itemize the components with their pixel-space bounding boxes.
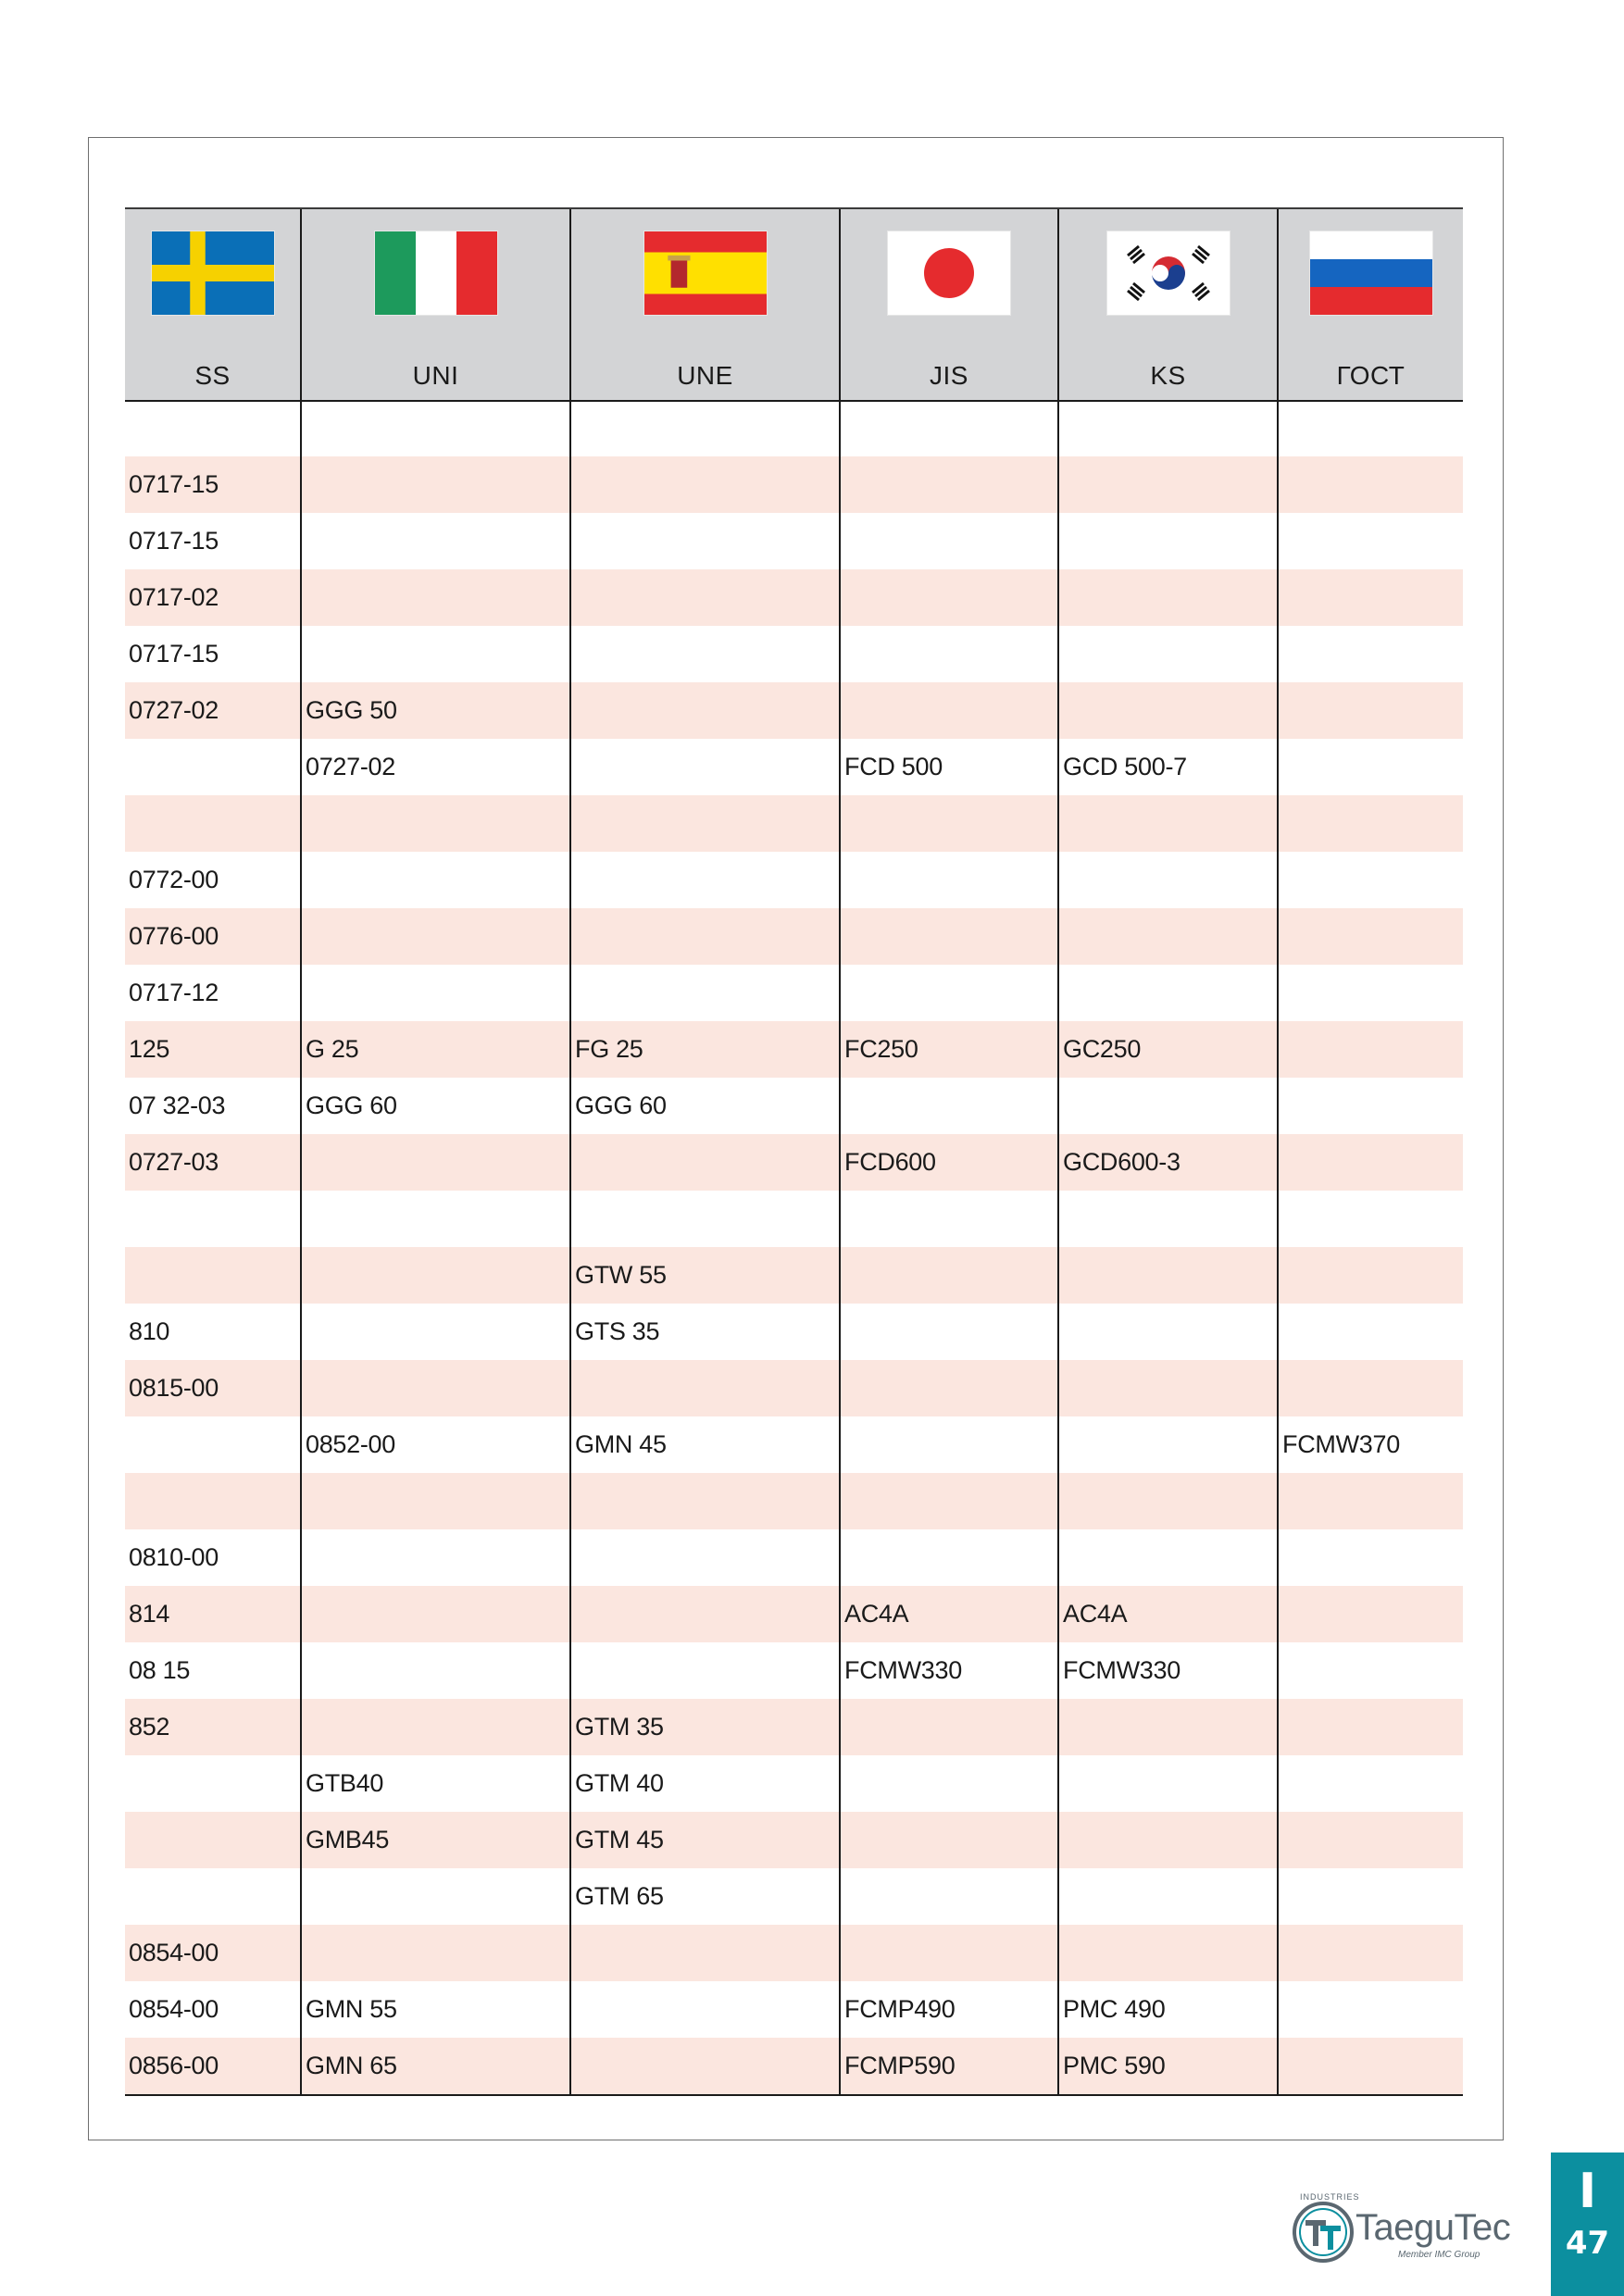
cell-ss [125,795,301,852]
cell-uni: GTB40 [301,1755,570,1812]
taegutec-emblem-icon [1291,2200,1355,2265]
cell-uni [301,1247,570,1304]
cell-ks [1058,1755,1278,1812]
cell-uni [301,1586,570,1642]
cell-ss: 08 15 [125,1642,301,1699]
cell-ks [1058,795,1278,852]
cell-gost [1278,1191,1463,1247]
cell-ss [125,1755,301,1812]
section-letter: I [1578,2164,1597,2219]
section-tab [1551,2152,1624,2296]
cell-gost [1278,965,1463,1021]
cell-gost [1278,908,1463,965]
cell-une [570,1191,840,1247]
cell-ss [125,1191,301,1247]
table-row [125,1304,1463,1360]
cell-jis: FCD 500 [840,739,1058,795]
cell-ss [125,1812,301,1868]
cell-ks [1058,1529,1278,1586]
material-standards-table [125,207,1463,2096]
table-body [125,401,1463,2095]
cell-uni [301,908,570,965]
cell-uni: GMB45 [301,1812,570,1868]
cell-une [570,1586,840,1642]
cell-une: GTS 35 [570,1304,840,1360]
cell-une [570,1925,840,1981]
cell-jis [840,795,1058,852]
table-row [125,2038,1463,2095]
italy-flag-icon [375,231,497,315]
table-spacer-row [125,401,1463,456]
cell-ss: 0854-00 [125,1981,301,2038]
col-header-gost [1278,208,1463,401]
col-label-gost: ГОСТ [1336,361,1405,390]
table-row [125,908,1463,965]
cell-ks [1058,569,1278,626]
cell-une [570,626,840,682]
cell-ks [1058,1191,1278,1247]
cell-ks [1058,682,1278,739]
logo-super-text: INDUSTRIES [1300,2192,1360,2202]
table-row [125,1755,1463,1812]
cell-ks [1058,1304,1278,1360]
cell-gost [1278,456,1463,513]
table-row [125,1586,1463,1642]
table-row [125,739,1463,795]
cell-jis [840,1473,1058,1529]
cell-ss [125,1868,301,1925]
cell-une: FG 25 [570,1021,840,1078]
cell-uni [301,513,570,569]
cell-jis [840,852,1058,908]
cell-ss: 125 [125,1021,301,1078]
south-korea-flag-icon [1107,231,1230,315]
cell-une [570,1134,840,1191]
table-row [125,852,1463,908]
cell-jis [840,1699,1058,1755]
cell-ks [1058,852,1278,908]
cell-jis [840,513,1058,569]
cell-uni [301,569,570,626]
cell-uni: GMN 65 [301,2038,570,2095]
cell-jis: FCMW330 [840,1642,1058,1699]
table-row [125,682,1463,739]
cell-gost [1278,1021,1463,1078]
cell-uni: GGG 50 [301,682,570,739]
cell-une: GTM 65 [570,1868,840,1925]
cell-gost [1278,795,1463,852]
cell-ss: 0717-12 [125,965,301,1021]
cell-uni [301,1925,570,1981]
cell-une: GTM 40 [570,1755,840,1812]
table-row [125,1360,1463,1416]
cell-gost [1278,1247,1463,1304]
table-row [125,1416,1463,1473]
table-row [125,456,1463,513]
cell-une: GMN 45 [570,1416,840,1473]
russia-flag-icon [1310,231,1432,315]
cell-gost [1278,1078,1463,1134]
cell-gost [1278,513,1463,569]
cell-ks [1058,1868,1278,1925]
table-row [125,1529,1463,1586]
taegutec-logo [1291,2192,1522,2266]
cell-jis [840,569,1058,626]
cell-gost [1278,1473,1463,1529]
cell-uni: GMN 55 [301,1981,570,2038]
cell-jis [840,1416,1058,1473]
spain-flag-icon [644,231,767,315]
cell-une [570,569,840,626]
cell-une [570,1529,840,1586]
cell-une [570,682,840,739]
cell-jis [840,682,1058,739]
col-header-ss [125,208,301,401]
table-row [125,569,1463,626]
cell-ks: PMC 490 [1058,1981,1278,2038]
cell-jis [840,1755,1058,1812]
table-row [125,965,1463,1021]
cell-uni: 0852-00 [301,1416,570,1473]
cell-une [570,1473,840,1529]
cell-ks [1058,626,1278,682]
cell-ks: PMC 590 [1058,2038,1278,2095]
cell-une [570,2038,840,2095]
cell-gost [1278,2038,1463,2095]
cell-jis [840,1868,1058,1925]
cell-ss: 810 [125,1304,301,1360]
cell-ks: GC250 [1058,1021,1278,1078]
table-row [125,1191,1463,1247]
cell-gost [1278,1586,1463,1642]
cell-une: GTM 45 [570,1812,840,1868]
cell-jis [840,1360,1058,1416]
cell-uni: GGG 60 [301,1078,570,1134]
cell-ks [1058,1247,1278,1304]
cell-ss [125,1473,301,1529]
cell-une [570,513,840,569]
col-header-uni [301,208,570,401]
table-row [125,1078,1463,1134]
cell-uni [301,852,570,908]
logo-tagline: Member IMC Group [1398,2250,1480,2260]
cell-uni: G 25 [301,1021,570,1078]
cell-ss: 0717-15 [125,626,301,682]
cell-ss [125,739,301,795]
cell-jis [840,1812,1058,1868]
cell-gost [1278,1134,1463,1191]
col-label-une: UNE [677,361,733,390]
table-row [125,1699,1463,1755]
cell-ss: 0856-00 [125,2038,301,2095]
japan-flag-icon [888,231,1010,315]
cell-gost: FCMW370 [1278,1416,1463,1473]
cell-gost [1278,1755,1463,1812]
cell-gost [1278,1812,1463,1868]
cell-uni [301,626,570,682]
cell-ss: 0854-00 [125,1925,301,1981]
cell-une [570,1642,840,1699]
cell-gost [1278,682,1463,739]
col-label-ks: KS [1150,361,1186,390]
table-row [125,1868,1463,1925]
cell-ss: 0727-03 [125,1134,301,1191]
cell-ks [1058,1416,1278,1473]
cell-uni [301,1304,570,1360]
cell-ss: 0727-02 [125,682,301,739]
cell-jis [840,1191,1058,1247]
cell-ks [1058,1473,1278,1529]
cell-ks: GCD 500-7 [1058,739,1278,795]
table-row [125,513,1463,569]
cell-uni [301,1642,570,1699]
cell-gost [1278,626,1463,682]
cell-ks: AC4A [1058,1586,1278,1642]
table-row [125,795,1463,852]
col-label-jis: JIS [930,361,968,390]
table-header-row [125,208,1463,401]
cell-jis: FCD600 [840,1134,1058,1191]
cell-uni [301,1191,570,1247]
cell-gost [1278,1699,1463,1755]
cell-une [570,965,840,1021]
cell-jis: FCMP490 [840,1981,1058,2038]
cell-une: GTW 55 [570,1247,840,1304]
cell-jis [840,1078,1058,1134]
cell-uni [301,1868,570,1925]
cell-ss: 0717-15 [125,456,301,513]
cell-uni [301,1699,570,1755]
cell-gost [1278,1529,1463,1586]
cell-gost [1278,1360,1463,1416]
cell-jis [840,1247,1058,1304]
table-row [125,1473,1463,1529]
cell-une [570,908,840,965]
cell-jis [840,626,1058,682]
table-row [125,1134,1463,1191]
cell-ss: 0717-15 [125,513,301,569]
cell-ss: 814 [125,1586,301,1642]
table-row [125,1247,1463,1304]
cell-ss: 0776-00 [125,908,301,965]
cell-uni [301,1473,570,1529]
cell-une [570,456,840,513]
page-number: 47 [1565,2225,1610,2262]
cell-gost [1278,739,1463,795]
cell-ss: 0815-00 [125,1360,301,1416]
cell-une [570,852,840,908]
cell-jis [840,456,1058,513]
cell-gost [1278,569,1463,626]
cell-jis: FC250 [840,1021,1058,1078]
cell-uni [301,1134,570,1191]
table-row [125,1642,1463,1699]
cell-jis [840,965,1058,1021]
cell-ks [1058,1812,1278,1868]
cell-uni [301,965,570,1021]
table-row [125,626,1463,682]
cell-gost [1278,852,1463,908]
cell-jis [840,908,1058,965]
cell-ks [1058,1078,1278,1134]
col-header-une [570,208,840,401]
cell-ss: 0717-02 [125,569,301,626]
cell-une [570,1981,840,2038]
cell-uni [301,1529,570,1586]
cell-jis [840,1925,1058,1981]
cell-jis [840,1529,1058,1586]
cell-jis: FCMP590 [840,2038,1058,2095]
cell-une: GGG 60 [570,1078,840,1134]
cell-une: GTM 35 [570,1699,840,1755]
cell-une [570,1360,840,1416]
cell-ss [125,1416,301,1473]
cell-ks [1058,456,1278,513]
logo-wordmark: TaeguTec [1355,2207,1511,2248]
cell-gost [1278,1642,1463,1699]
cell-ss: 852 [125,1699,301,1755]
col-header-ks [1058,208,1278,401]
cell-uni [301,456,570,513]
cell-jis: AC4A [840,1586,1058,1642]
table-row [125,1981,1463,2038]
cell-ss: 0772-00 [125,852,301,908]
cell-une [570,795,840,852]
cell-ss: 07 32-03 [125,1078,301,1134]
cell-ks: FCMW330 [1058,1642,1278,1699]
cell-gost [1278,1868,1463,1925]
cell-ks [1058,1360,1278,1416]
cell-ks [1058,513,1278,569]
col-label-ss: SS [194,361,231,390]
cell-ks: GCD600-3 [1058,1134,1278,1191]
table-row [125,1021,1463,1078]
cell-uni [301,795,570,852]
cell-gost [1278,1981,1463,2038]
cell-uni: 0727-02 [301,739,570,795]
cell-gost [1278,1304,1463,1360]
table-row [125,1925,1463,1981]
cell-uni [301,1360,570,1416]
cell-ks [1058,1699,1278,1755]
cell-ks [1058,1925,1278,1981]
cell-ks [1058,908,1278,965]
cell-ss [125,1247,301,1304]
table-row [125,1812,1463,1868]
cell-ks [1058,965,1278,1021]
sweden-flag-icon [152,231,274,315]
col-label-uni: UNI [412,361,459,390]
col-header-jis [840,208,1058,401]
cell-ss: 0810-00 [125,1529,301,1586]
cell-jis [840,1304,1058,1360]
cell-gost [1278,1925,1463,1981]
cell-une [570,739,840,795]
